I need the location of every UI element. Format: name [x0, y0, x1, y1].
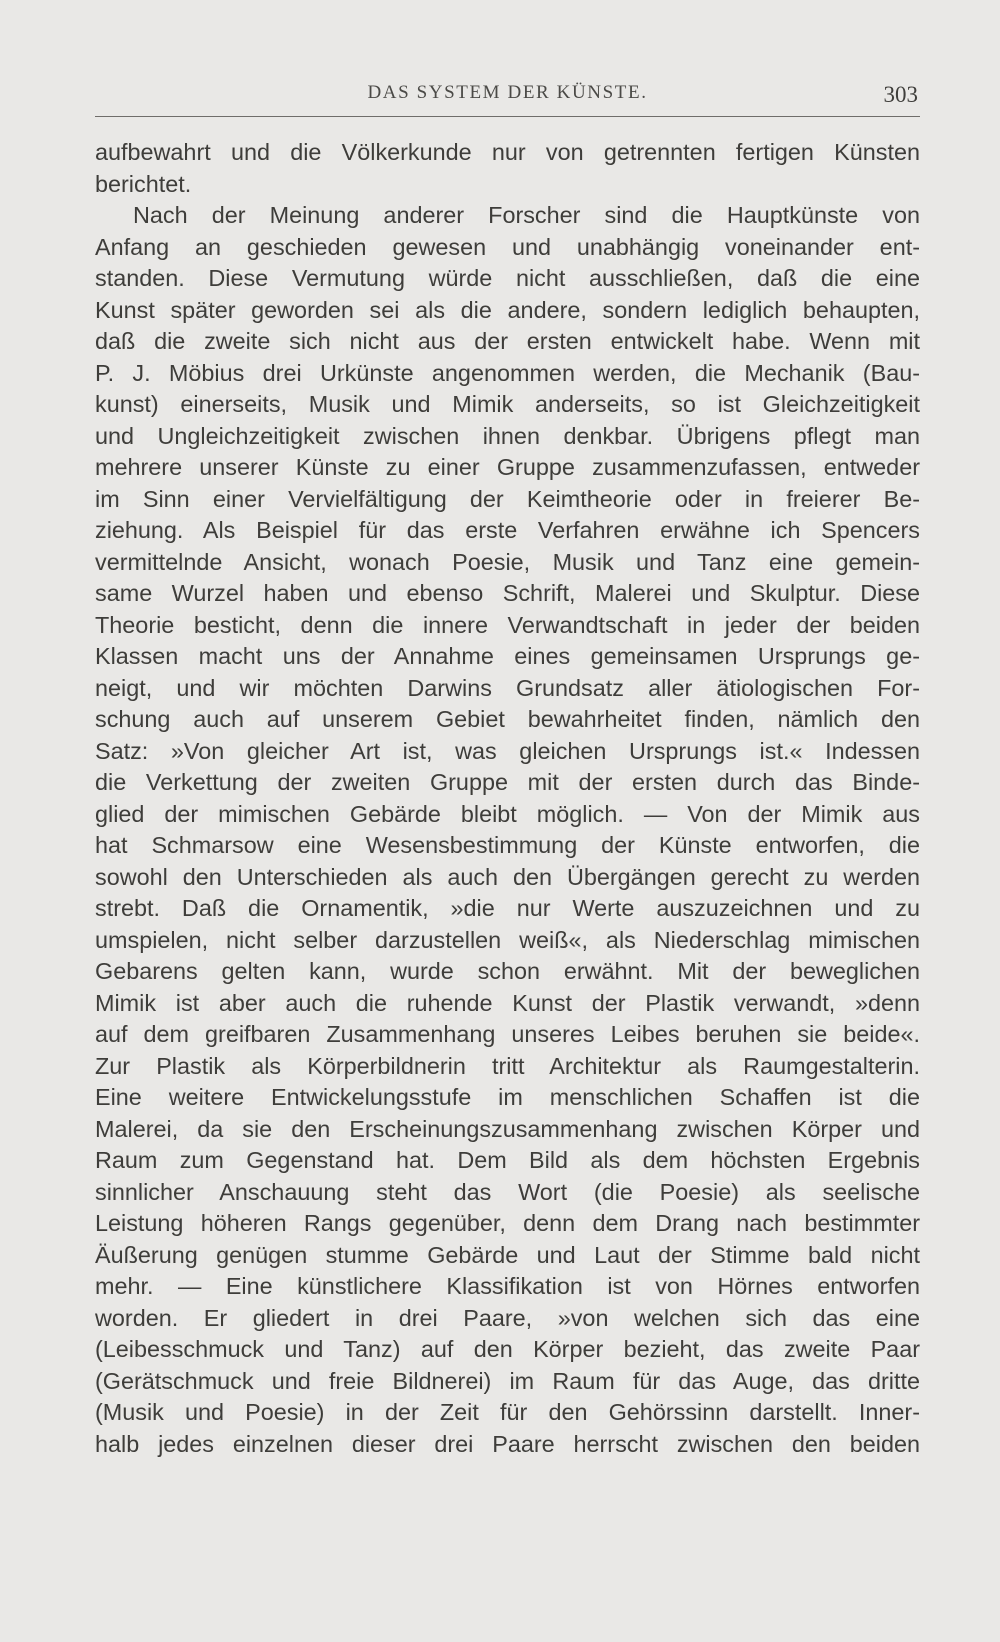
text-line: hat Schmarsow eine Wesensbestimmung der Künste entworfen, die	[95, 832, 920, 858]
text-line: ziehung. Als Beispiel für das erste Verfahren erwähne ich Spencers	[95, 517, 920, 543]
text-line: neigt, und wir möchten Darwins Grundsatz aller ätiologischen For-	[95, 674, 920, 701]
text-line: mehr. — Eine künstlichere Klassifikation ist von Hörnes entworfen	[95, 1273, 920, 1299]
text-line: (Musik und Poesie) in der Zeit für den Gehörssinn darstellt. Inner-	[95, 1399, 920, 1425]
text-line: (Gerätschmuck und freie Bildnerei) im Raum für das Auge, das dritte	[95, 1367, 920, 1394]
text-line: Theorie besticht, denn die innere Verwandtschaft in jeder der beiden	[95, 611, 920, 638]
text-line: Mimik ist aber auch die ruhende Kunst der Plastik verwandt, »denn	[95, 989, 920, 1016]
text-line: die Verkettung der zweiten Gruppe mit der ersten durch das Binde-	[95, 769, 920, 795]
text-line: berichtet.	[95, 170, 192, 197]
text-line: worden. Er gliedert in drei Paare, »von welchen sich das eine	[95, 1304, 920, 1331]
running-title: DAS SYSTEM DER KÜNSTE.	[367, 82, 648, 103]
text-line: sinnlicher Anschauung steht das Wort (die Poesie) als seelische	[95, 1178, 920, 1205]
text-line: Klassen macht uns der Annahme eines gemeinsamen Ursprungs ge-	[95, 643, 920, 669]
text-line: glied der mimischen Gebärde bleibt möglich. — Von der Mimik aus	[95, 800, 920, 827]
text-line: Raum zum Gegenstand hat. Dem Bild als dem höchsten Ergebnis	[95, 1147, 920, 1173]
text-line: und Ungleichzeitigkeit zwischen ihnen denkbar. Übrigens pflegt man	[95, 422, 920, 449]
page-number: 303	[883, 82, 918, 107]
text-line: (Leibesschmuck und Tanz) auf den Körper bezieht, das zweite Paar	[95, 1336, 920, 1362]
text-line: sowohl den Unterschieden als auch den Übergängen gerecht zu werden	[95, 863, 920, 890]
text-line: standen. Diese Vermutung würde nicht ausschließen, daß die eine	[95, 265, 920, 291]
text-line: vermittelnde Ansicht, wonach Poesie, Musik und Tanz eine gemein-	[95, 548, 920, 575]
text-line: halb jedes einzelnen dieser drei Paare herrscht zwischen den beiden	[95, 1430, 920, 1457]
text-line: Malerei, da sie den Erscheinungszusammenhang zwischen Körper und	[95, 1115, 920, 1142]
text-line: P. J. Möbius drei Urkünste angenommen werden, die Mechanik (Bau-	[95, 359, 920, 386]
text-line: strebt. Daß die Ornamentik, »die nur Werte auszuzeichnen und zu	[95, 895, 920, 921]
text-line: mehrere unserer Künste zu einer Gruppe zusammenzufassen, entweder	[95, 454, 920, 480]
text-line: Zur Plastik als Körperbildnerin tritt Architektur als Raumgestalterin.	[95, 1052, 920, 1079]
text-line: schung auch auf unserem Gebiet bewahrheitet finden, nämlich den	[95, 706, 920, 732]
text-line: daß die zweite sich nicht aus der ersten entwickelt habe. Wenn mit	[95, 328, 920, 354]
text-line: Kunst später geworden sei als die andere, sondern lediglich behaupten,	[95, 296, 920, 323]
text-line: Gebarens gelten kann, wurde schon erwähnt. Mit der beweglichen	[95, 958, 920, 984]
paragraph-start-line: Nach der Meinung anderer Forscher sind die Hauptkünste von	[133, 202, 920, 228]
running-header	[95, 80, 920, 117]
text-line: kunst) einerseits, Musik und Mimik anderseits, so ist Gleichzeitigkeit	[95, 391, 920, 417]
text-line: same Wurzel haben und ebenso Schrift, Malerei und Skulptur. Diese	[95, 580, 920, 606]
text-line: auf dem greifbaren Zusammenhang unseres Leibes beruhen sie beide«.	[95, 1021, 920, 1047]
book-page	[95, 0, 920, 1642]
text-line: Anfang an geschieden gewesen und unabhängig voneinander ent-	[95, 233, 920, 260]
text-line: umspielen, nicht selber darzustellen weiß«, als Niederschlag mimischen	[95, 926, 920, 953]
body-text	[95, 137, 920, 1460]
text-line: Satz: »Von gleicher Art ist, was gleichen Ursprungs ist.« Indessen	[95, 737, 920, 764]
text-line: Äußerung genügen stumme Gebärde und Laut der Stimme bald nicht	[95, 1241, 920, 1268]
text-line: Eine weitere Entwickelungsstufe im menschlichen Schaffen ist die	[95, 1084, 920, 1110]
text-line: im Sinn einer Vervielfältigung der Keimtheorie oder in freierer Be-	[95, 485, 920, 512]
text-line: Leistung höheren Rangs gegenüber, denn dem Drang nach bestimmter	[95, 1210, 920, 1236]
text-line: aufbewahrt und die Völkerkunde nur von getrennten fertigen Künsten	[95, 139, 920, 165]
